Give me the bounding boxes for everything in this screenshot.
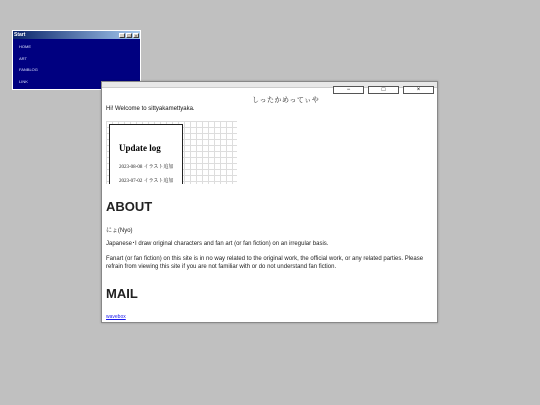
start-menu xyxy=(13,39,140,87)
menu-item-home[interactable]: HOME xyxy=(19,44,31,49)
menu-item-fanblog[interactable]: FANBLOG xyxy=(19,67,38,72)
start-close-button[interactable]: × xyxy=(134,32,138,38)
update-log-card xyxy=(109,124,183,184)
welcome-text: Hi! Welcome to sittyakamettyaka. xyxy=(106,106,195,112)
minimize-button[interactable]: − xyxy=(333,86,364,94)
menu-item-art[interactable]: ART xyxy=(19,55,27,61)
start-maximize-button[interactable]: □ xyxy=(127,32,131,38)
update-log-entry: 2023-08-08 イラスト追加 xyxy=(119,165,174,170)
wavebox-link[interactable]: wavebox xyxy=(106,314,126,320)
about-heading: ABOUT xyxy=(106,199,153,214)
main-window xyxy=(101,81,438,323)
menu-item-link[interactable]: LINK xyxy=(19,78,28,84)
update-log-area xyxy=(106,121,237,184)
maximize-button[interactable]: □ xyxy=(368,86,399,94)
start-window-titlebar[interactable] xyxy=(13,31,140,39)
start-minimize-button[interactable]: _ xyxy=(120,32,124,38)
start-window-title: Start xyxy=(14,32,26,38)
author-name: にょ(Nyo) xyxy=(106,228,133,234)
mail-heading: MAIL xyxy=(106,286,138,301)
site-title: しったかめってぃや xyxy=(252,97,320,104)
author-bio: Japanese･I draw original characters and fan art (or fan fiction) on an irregular basis. xyxy=(106,241,329,247)
fanart-note: Fanart (or fan fiction) on this site is in no way related to the original work, the official work, or any related parties. Please refrain from viewing this site if you are not familiar with or do not understand fan fiction. xyxy=(106,256,424,270)
update-log-title: Update log xyxy=(119,143,161,153)
update-log-entry: 2023-07-02 イラスト追加 xyxy=(119,179,174,184)
close-button[interactable]: × xyxy=(403,86,434,94)
